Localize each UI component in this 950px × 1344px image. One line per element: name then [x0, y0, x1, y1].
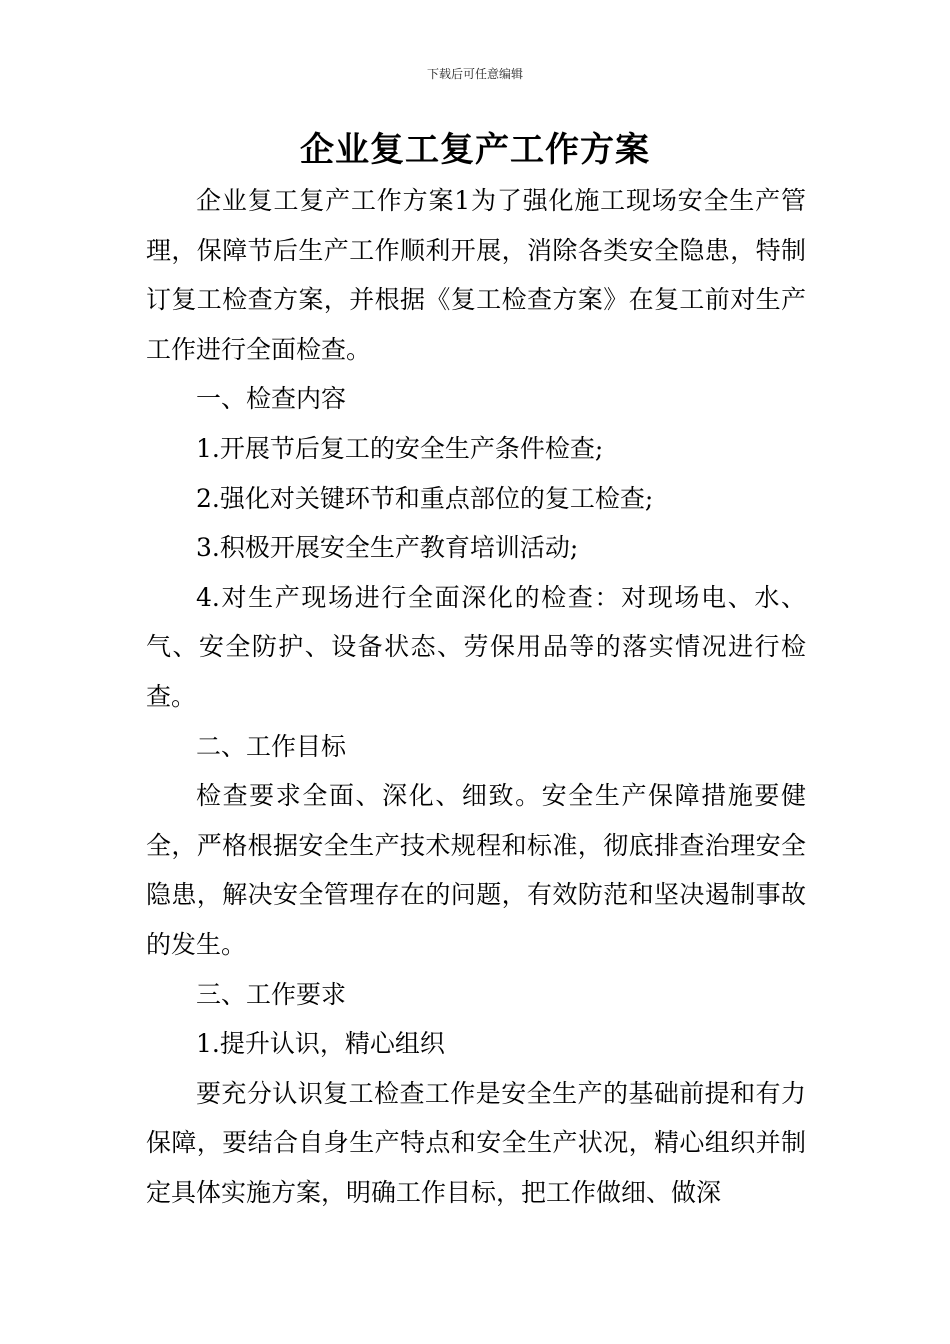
- list-item-3: 3.积极开展安全生产教育培训活动;: [196, 533, 579, 563]
- list-item-4: 4.对生产现场进行全面深化的检查：对现场电、水、气、安全防护、设备状态、劳保用品等的落实情况进行检查。: [146, 582, 806, 711]
- requirement-paragraph-1: 要充分认识复工检查工作是安全生产的基础前提和有力保障，要结合自身生产特点和安全生产状况，精心组织并制定具体实施方案，明确工作目标，把工作做细、做深: [146, 1078, 806, 1207]
- work-goals-paragraph: 检查要求全面、深化、细致。安全生产保障措施要健全，严格根据安全生产技术规程和标准，彻底排查治理安全隐患，解决安全管理存在的问题，有效防范和坚决遏制事故的发生。: [146, 781, 806, 959]
- download-note: 下载后可任意编辑: [426, 67, 523, 81]
- section-heading-inspection-content: 一、检查内容: [196, 384, 347, 414]
- section-heading-work-goals: 二、工作目标: [196, 731, 347, 761]
- document-body: [146, 176, 806, 1217]
- list-item-1: 1.开展节后复工的安全生产条件检查;: [196, 433, 604, 463]
- section-heading-work-requirements: 三、工作要求: [196, 979, 347, 1009]
- list-item-2: 2.强化对关键环节和重点部位的复工检查;: [196, 483, 654, 513]
- intro-paragraph: 企业复工复产工作方案1为了强化施工现场安全生产管理，保障节后生产工作顺利开展，消除各类安全隐患，特制订复工检查方案，并根据《复工检查方案》在复工前对生产工作进行全面检查。: [146, 186, 806, 364]
- document-title: 企业复工复产工作方案: [300, 130, 650, 170]
- requirement-subheading-1: 1.提升认识，精心组织: [196, 1029, 445, 1059]
